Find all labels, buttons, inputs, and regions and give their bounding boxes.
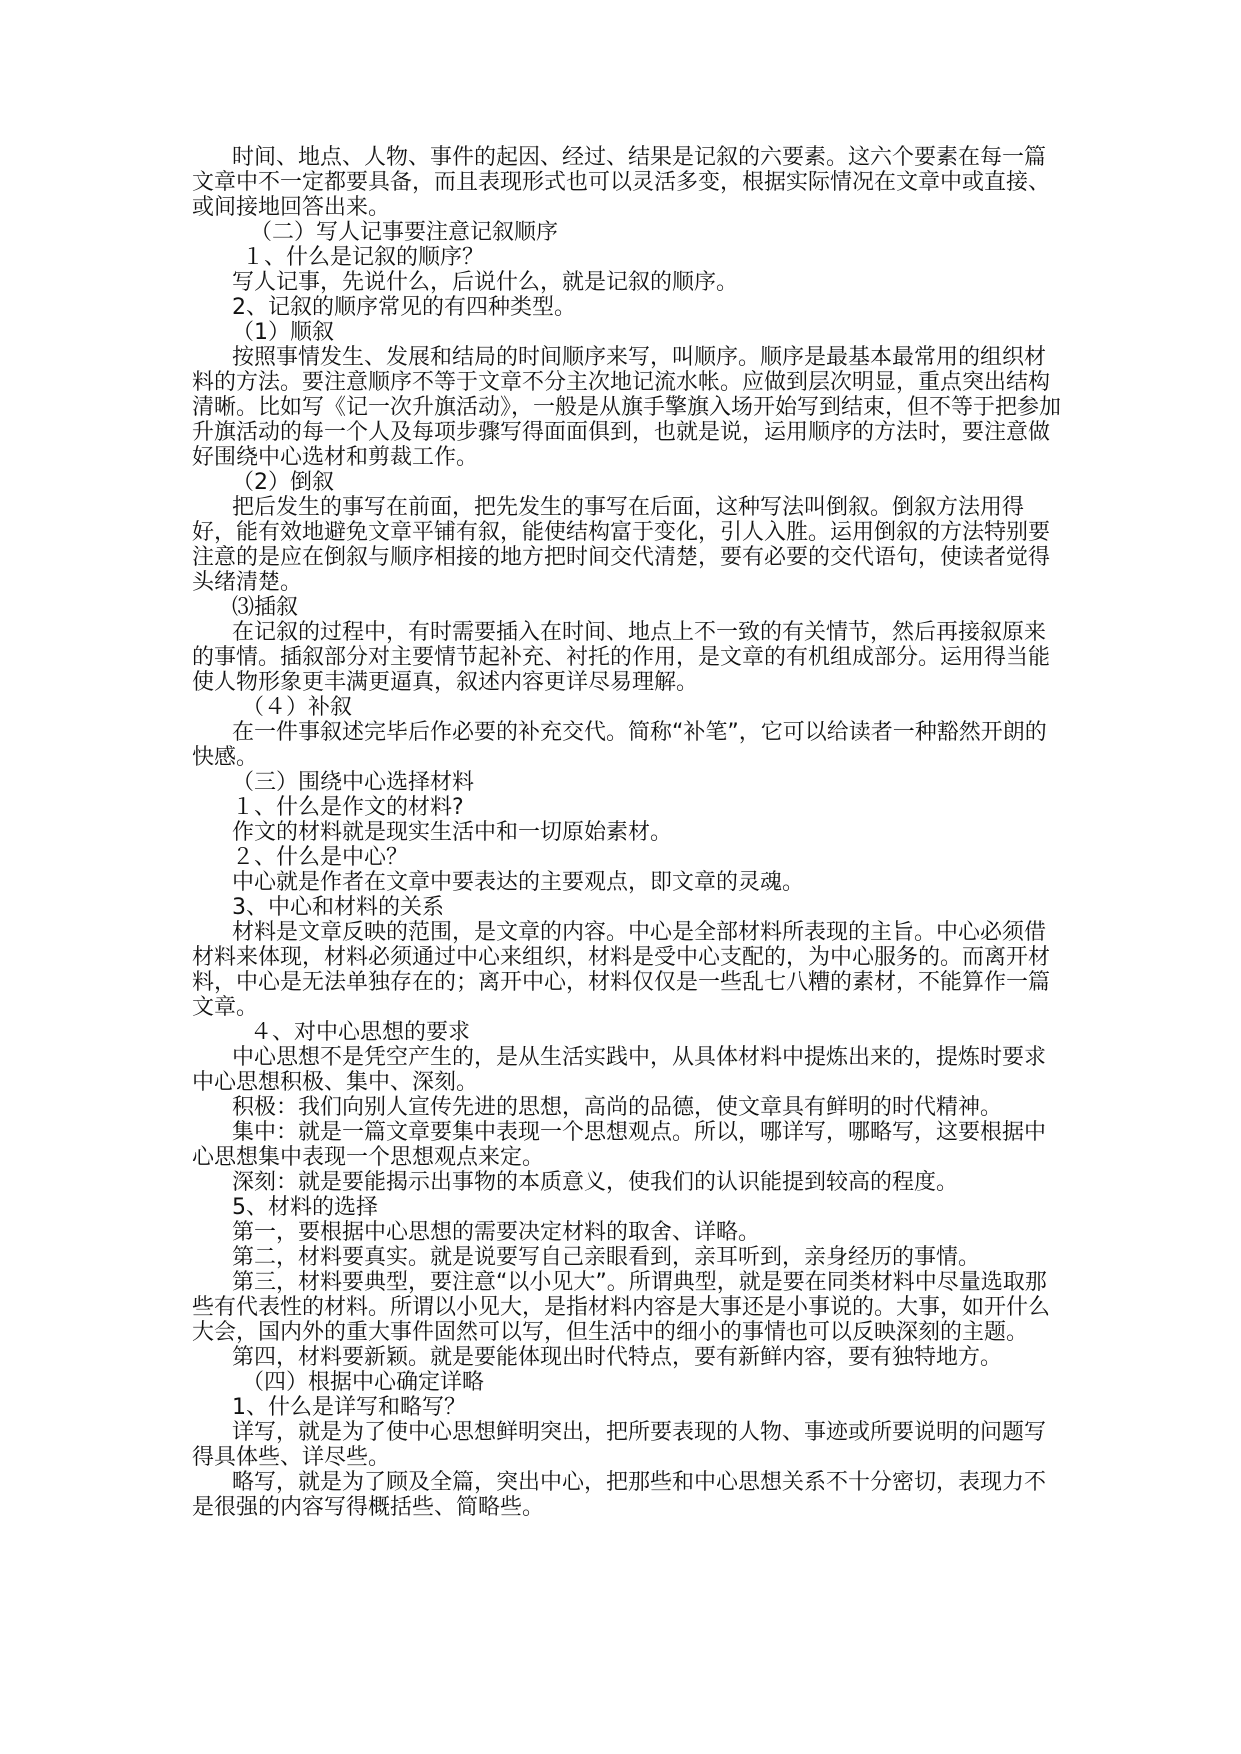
- subheading: （2）倒叙: [232, 470, 334, 495]
- section-heading: （三）围绕中心选择材料: [232, 770, 475, 795]
- subheading: 3、中心和材料的关系: [232, 895, 444, 920]
- paragraph: 中心思想不是凭空产生的，是从生活实践中，从具体材料中提炼出来的，提炼时要求中心思想积极、集中、深刻。: [192, 1045, 1047, 1095]
- subheading: ４、对中心思想的要求: [250, 1020, 471, 1045]
- paragraph: 在记叙的过程中，有时需要插入在时间、地点上不一致的有关情节，然后再接叙原来的事情。插叙部分对主要情节起补充、衬托的作用，是文章的有机组成部分。运用得当能使人物形象更丰满更逼真，叙述内容更详尽易理解。: [192, 620, 1051, 695]
- subheading: 2、记叙的顺序常见的有四种类型。: [232, 295, 576, 320]
- subheading: 1、什么是详写和略写？: [232, 1395, 466, 1420]
- paragraph: 写人记事，先说什么，后说什么，就是记叙的顺序。: [232, 270, 739, 295]
- paragraph: 第一，要根据中心思想的需要决定材料的取舍、详略。: [232, 1220, 761, 1245]
- subheading: ⑶插叙: [232, 595, 299, 620]
- subheading: 5、材料的选择: [232, 1195, 378, 1220]
- paragraph: 第三，材料要典型，要注意“以小见大”。所谓典型，就是要在同类材料中尽量选取那些有代表性的材料。所谓以小见大，是指材料内容是大事还是小事说的。大事，如开什么大会，国内外的重大事件固然可以写，但生活中的细小的事情也可以反映深刻的主题。: [192, 1270, 1051, 1345]
- subheading: （４）补叙: [242, 695, 353, 720]
- subheading: ２、什么是中心？: [232, 845, 409, 870]
- paragraph: 深刻：就是要能揭示出事物的本质意义，使我们的认识能提到较高的程度。: [232, 1170, 959, 1195]
- paragraph: 中心就是作者在文章中要表达的主要观点，即文章的灵魂。: [232, 870, 805, 895]
- paragraph: 集中：就是一篇文章要集中表现一个思想观点。所以，哪详写，哪略写，这要根据中心思想集中表现一个思想观点来定。: [192, 1120, 1047, 1170]
- paragraph: 第二，材料要真实。就是说要写自己亲眼看到，亲耳听到，亲身经历的事情。: [232, 1245, 981, 1270]
- subheading: １、什么是记叙的顺序？: [242, 245, 485, 270]
- paragraph: 作文的材料就是现实生活中和一切原始素材。: [232, 820, 673, 845]
- paragraph: 在一件事叙述完毕后作必要的补充交代。简称“补笔”，它可以给读者一种豁然开朗的快感。: [192, 720, 1047, 770]
- section-heading: （四）根据中心确定详略: [242, 1370, 485, 1395]
- paragraph: 按照事情发生、发展和结局的时间顺序来写，叫顺序。顺序是最基本最常用的组织材料的方法。要注意顺序不等于文章不分主次地记流水帐。应做到层次明显，重点突出结构清晰。比如写《记一次升旗活动》，一般是从旗手擎旗入场开始写到结束，但不等于把参加升旗活动的每一个人及每项步骤写得面面俱到，也就是说，运用顺序的方法时，要注意做好围绕中心选材和剪裁工作。: [192, 345, 1062, 470]
- paragraph: 积极：我们向别人宣传先进的思想，高尚的品德，使文章具有鲜明的时代精神。: [232, 1095, 1003, 1120]
- paragraph: 略写，就是为了顾及全篇，突出中心，把那些和中心思想关系不十分密切，表现力不是很强的内容写得概括些、简略些。: [192, 1470, 1047, 1520]
- subheading: １、什么是作文的材料?: [232, 795, 464, 820]
- document-body: [192, 145, 1062, 1520]
- paragraph: 详写，就是为了使中心思想鲜明突出，把所要表现的人物、事迹或所要说明的问题写得具体些、详尽些。: [192, 1420, 1047, 1470]
- paragraph: 材料是文章反映的范围，是文章的内容。中心是全部材料所表现的主旨。中心必须借材料来体现，材料必须通过中心来组织，材料是受中心支配的，为中心服务的。而离开材料，中心是无法单独存在的；离开中心，材料仅仅是一些乱七八糟的素材，不能算作一篇文章。: [192, 920, 1051, 1020]
- subheading: （1）顺叙: [232, 320, 334, 345]
- paragraph: 第四，材料要新颖。就是要能体现出时代特点，要有新鲜内容，要有独特地方。: [232, 1345, 1003, 1370]
- paragraph: 时间、地点、人物、事件的起因、经过、结果是记叙的六要素。这六个要素在每一篇文章中不一定都要具备，而且表现形式也可以灵活多变，根据实际情况在文章中或直接、或间接地回答出来。: [192, 145, 1051, 220]
- paragraph: 把后发生的事写在前面，把先发生的事写在后面，这种写法叫倒叙。倒叙方法用得好，能有效地避免文章平铺有叙，能使结构富于变化，引人入胜。运用倒叙的方法特别要注意的是应在倒叙与顺序相接的地方把时间交代清楚，要有必要的交代语句，使读者觉得头绪清楚。: [192, 495, 1051, 595]
- section-heading: （二）写人记事要注意记叙顺序: [250, 220, 559, 245]
